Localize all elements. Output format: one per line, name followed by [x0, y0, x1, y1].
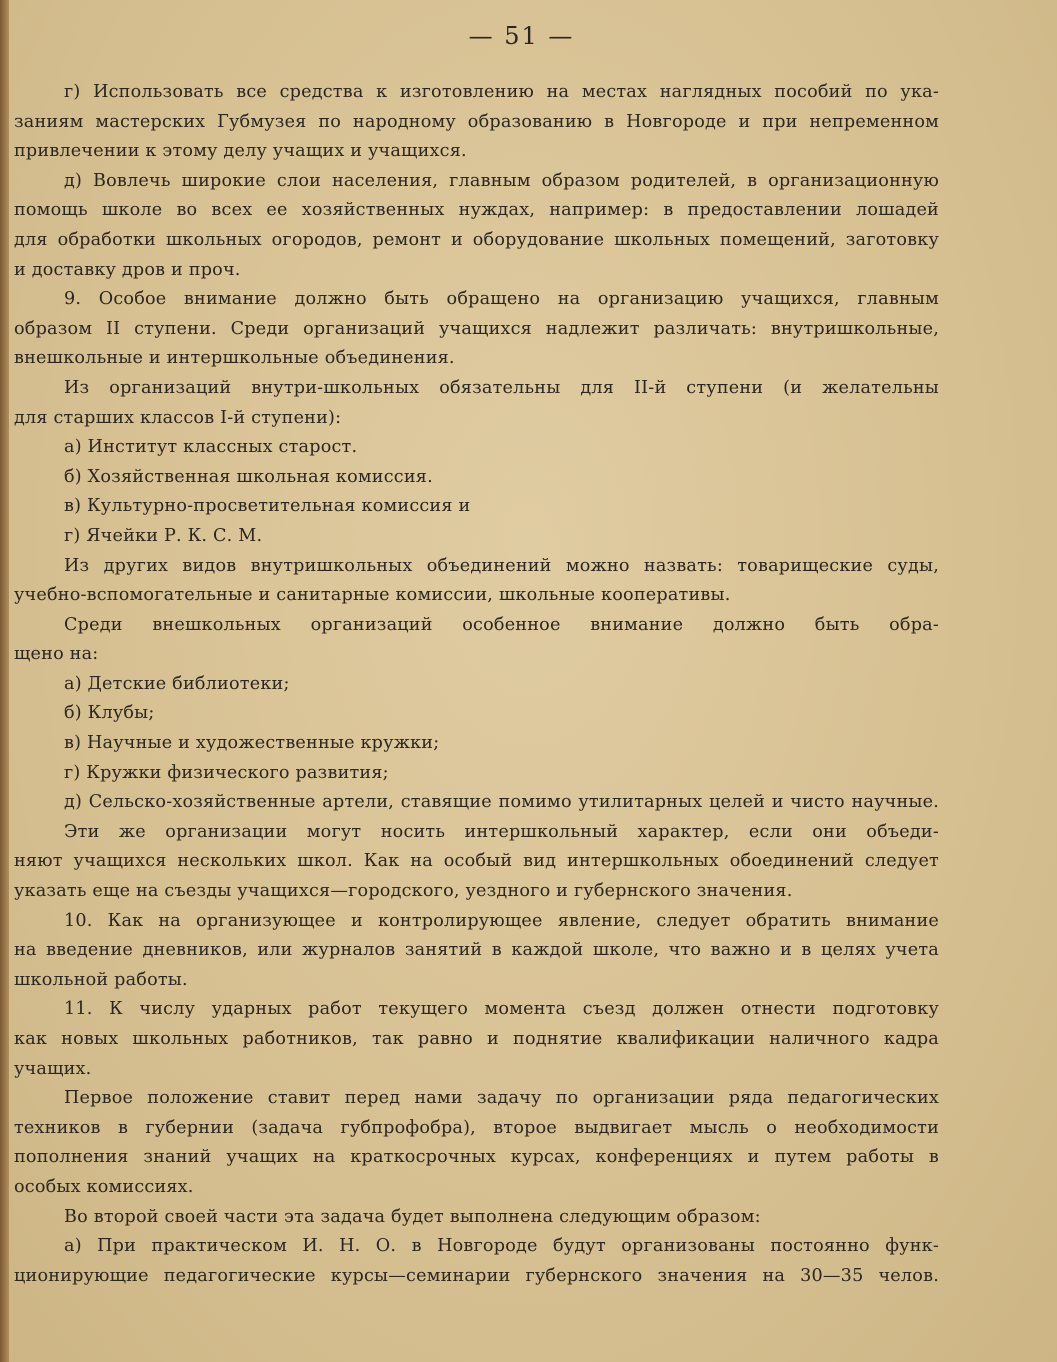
- text-line: как новых школьных работников, так равно и поднятие квалификации наличного кадра: [14, 1029, 939, 1049]
- text-line: г) Использовать все средства к изготовлению на местах наглядных пособий по ука-: [64, 82, 939, 102]
- page-number: — 51 —: [468, 22, 575, 50]
- text-line: няют учащихся нескольких школ. Как на особый вид интершкольных обоединений следует: [14, 851, 939, 872]
- text-line: помощь школе во всех ее хозяйственных нуждах, например: в предоставлении лошадей: [14, 200, 939, 221]
- text-line: а) Детские библиотеки;: [64, 673, 290, 694]
- text-line: Первое положение ставит перед нами задачу по организации ряда педагогических: [64, 1088, 939, 1109]
- text-line: б) Хозяйственная школьная комиссия.: [64, 466, 433, 487]
- text-line: пополнения знаний учащих на краткосрочных курсах, конференциях и путем работы в: [14, 1147, 939, 1168]
- text-line: привлечении к этому делу учащих и учащихся.: [14, 141, 467, 162]
- text-line: Эти же организации могут носить интершкольный характер, если они объеди-: [64, 821, 939, 842]
- text-line: Из других видов внутришкольных объединений можно назвать: товарищеские суды,: [64, 555, 939, 576]
- text-line: 9. Особое внимание должно быть обращено на организацию учащихся, главным: [64, 289, 939, 310]
- text-line: для старших классов I-й ступени):: [14, 407, 342, 428]
- text-line: д) Сельско-хозяйственные артели, ставящие помимо утилитарных целей и чисто научные.: [64, 792, 939, 813]
- text-line: щено на:: [14, 644, 99, 665]
- text-line: Среди внешкольных организаций особенное внимание должно быть обра-: [64, 614, 939, 635]
- text-line: г) Кружки физического развития;: [64, 762, 389, 783]
- text-line: на введение дневников, или журналов занятий в каждой школе, что важно и в целях учета: [14, 940, 939, 961]
- text-line: в) Научные и художественные кружки;: [64, 733, 440, 754]
- text-line: а) При практическом И. Н. О. в Новгороде будут организованы постоянно функ-: [64, 1236, 939, 1257]
- text-line: образом II ступени. Среди организаций учащихся надлежит различать: внутришкольные,: [14, 318, 939, 339]
- text-line: а) Институт классных старост.: [64, 437, 358, 458]
- text-line: ционирующие педагогические курсы—семинарии губернского значения на 30—35 челов.: [14, 1265, 939, 1286]
- text-line: Во второй своей части эта задача будет выполнена следующим образом:: [64, 1206, 761, 1227]
- text-line: указать еще на съезды учащихся—городского, уездного и губернского значения.: [14, 881, 793, 902]
- text-line: учебно-вспомогательные и санитарные комиссии, школьные кооперативы.: [14, 585, 731, 606]
- text-line: г) Ячейки Р. К. С. М.: [64, 525, 263, 546]
- text-line: техников в губернии (задача губпрофобра), второе выдвигает мысль о необходимости: [14, 1117, 939, 1138]
- text-line: особых комиссиях.: [14, 1176, 194, 1197]
- page-spine-edge: [0, 0, 9, 1362]
- text-line: и доставку дров и проч.: [14, 259, 241, 280]
- text-line: 10. Как на организующее и контролирующее явление, следует обратить внимание: [64, 910, 939, 931]
- text-line: в) Культурно-просветительная комиссия и: [64, 496, 471, 517]
- text-line: школьной работы.: [14, 969, 188, 990]
- text-line: Из организаций внутри-школьных обязательны для II-й ступени (и желательны: [64, 377, 939, 398]
- body-text: [14, 78, 939, 1291]
- text-line: д) Вовлечь широкие слои населения, главным образом родителей, в организационную: [64, 170, 939, 191]
- text-line: б) Клубы;: [64, 703, 155, 724]
- text-line: внешкольные и интершкольные объединения.: [14, 348, 455, 369]
- text-line: 11. К числу ударных работ текущего момента съезд должен отнести подготовку: [64, 999, 939, 1020]
- text-line: учащих.: [14, 1058, 92, 1079]
- text-line: заниям мастерских Губмузея по народному образованию в Новгороде и при непременном: [14, 111, 939, 132]
- text-line: для обработки школьных огородов, ремонт и оборудование школьных помещений, заготовку: [14, 229, 939, 250]
